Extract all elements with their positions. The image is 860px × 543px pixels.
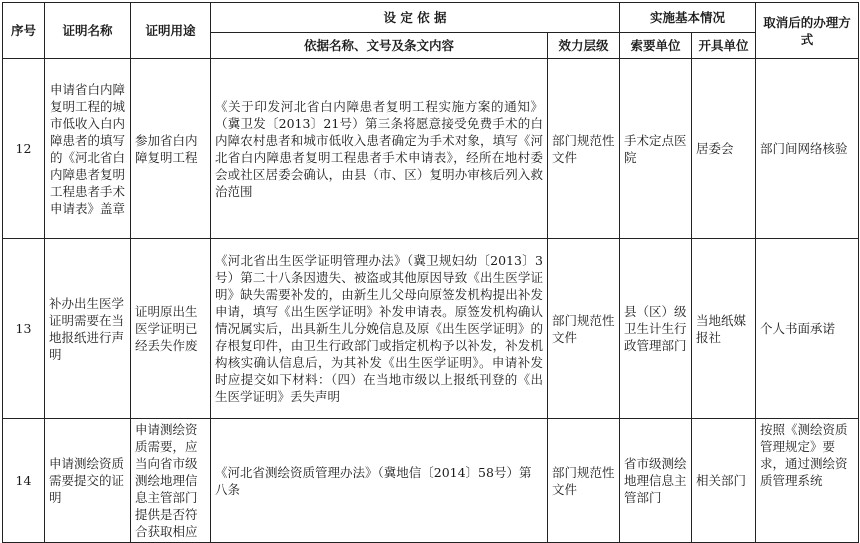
header-impl: 实施基本情况 bbox=[620, 3, 756, 33]
row-after-cancel: 个人书面承诺 bbox=[756, 239, 859, 419]
header-basis: 设 定 依 据 bbox=[211, 3, 620, 33]
header-after-cancel: 取消后的办理方式 bbox=[756, 3, 859, 59]
row-level: 部门规范性文件 bbox=[548, 239, 620, 419]
row-seq: 12 bbox=[3, 59, 45, 239]
row-level: 部门规范性文件 bbox=[548, 59, 620, 239]
table-row bbox=[3, 419, 859, 543]
table-row bbox=[3, 59, 859, 239]
certificate-table bbox=[2, 2, 859, 543]
table-row bbox=[3, 239, 859, 419]
header-basis-doc: 依据名称、文号及条文内容 bbox=[211, 33, 548, 59]
row-after-cancel: 按照《测绘资质管理规定》要求，通过测绘资质管理系统 bbox=[756, 419, 859, 543]
row-use: 参加省白内障复明工程 bbox=[131, 59, 211, 239]
row-seq: 14 bbox=[3, 419, 45, 543]
row-level: 部门规范性文件 bbox=[548, 419, 620, 543]
header-request-unit: 索要单位 bbox=[620, 33, 692, 59]
row-basis: 《河北省测绘资质管理办法》（冀地信〔2014〕58号）第八条 bbox=[211, 419, 548, 543]
row-request-unit: 手术定点医院 bbox=[620, 59, 692, 239]
row-request-unit: 县（区）级卫生计生行政管理部门 bbox=[620, 239, 692, 419]
header-seq: 序号 bbox=[3, 3, 45, 59]
row-basis: 《关于印发河北省白内障患者复明工程实施方案的通知》（冀卫发〔2013〕21号）第三条将愿意接受免费手术的白内障农村患者和城市低收入患者确定为手术对象，填写《河北省白内障患者复明工程患者手术申请表》，经所在地村委会或社区居委会确认，由县（市、区）复明办审核后列入救治范围 bbox=[211, 59, 548, 239]
row-name: 申请测绘资质需要提交的证明 bbox=[45, 419, 131, 543]
row-seq: 13 bbox=[3, 239, 45, 419]
row-use: 证明原出生医学证明已经丢失作废 bbox=[131, 239, 211, 419]
row-issue-unit: 相关部门 bbox=[692, 419, 756, 543]
row-issue-unit: 当地纸媒报社 bbox=[692, 239, 756, 419]
row-name: 申请省白内障复明工程的城市低收入白内障患者的填写的《河北省白内障患者复明工程患者手术申请表》盖章 bbox=[45, 59, 131, 239]
header-use: 证明用途 bbox=[131, 3, 211, 59]
header-issue-unit: 开具单位 bbox=[692, 33, 756, 59]
row-issue-unit: 居委会 bbox=[692, 59, 756, 239]
row-use: 申请测绘资质需要，应当向省市级测绘地理信息主管部门提供是否符合获取相应 bbox=[131, 419, 211, 543]
row-name: 补办出生医学证明需要在当地报纸进行声明 bbox=[45, 239, 131, 419]
header-name: 证明名称 bbox=[45, 3, 131, 59]
row-after-cancel: 部门间网络核验 bbox=[756, 59, 859, 239]
header-level: 效力层级 bbox=[548, 33, 620, 59]
row-request-unit: 省市级测绘地理信息主管部门 bbox=[620, 419, 692, 543]
row-basis: 《河北省出生医学证明管理办法》（冀卫规妇幼〔2013〕3号）第二十八条因遗失、被盗或其他原因导致《出生医学证明》缺失需要补发的，由新生儿父母向原签发机构提出补发申请，填写《出生医学证明》补发申请表。原签发机构确认情况属实后，出具新生儿分娩信息及原《出生医学证明》的存根复印件，由卫生行政部门或指定机构予以补发，补发机构核实确认信息后，为其补发《出生医学证明》。申请补发时应提交如下材料：（四）在当地市级以上报纸刊登的《出生医学证明》丢失声明 bbox=[211, 239, 548, 419]
